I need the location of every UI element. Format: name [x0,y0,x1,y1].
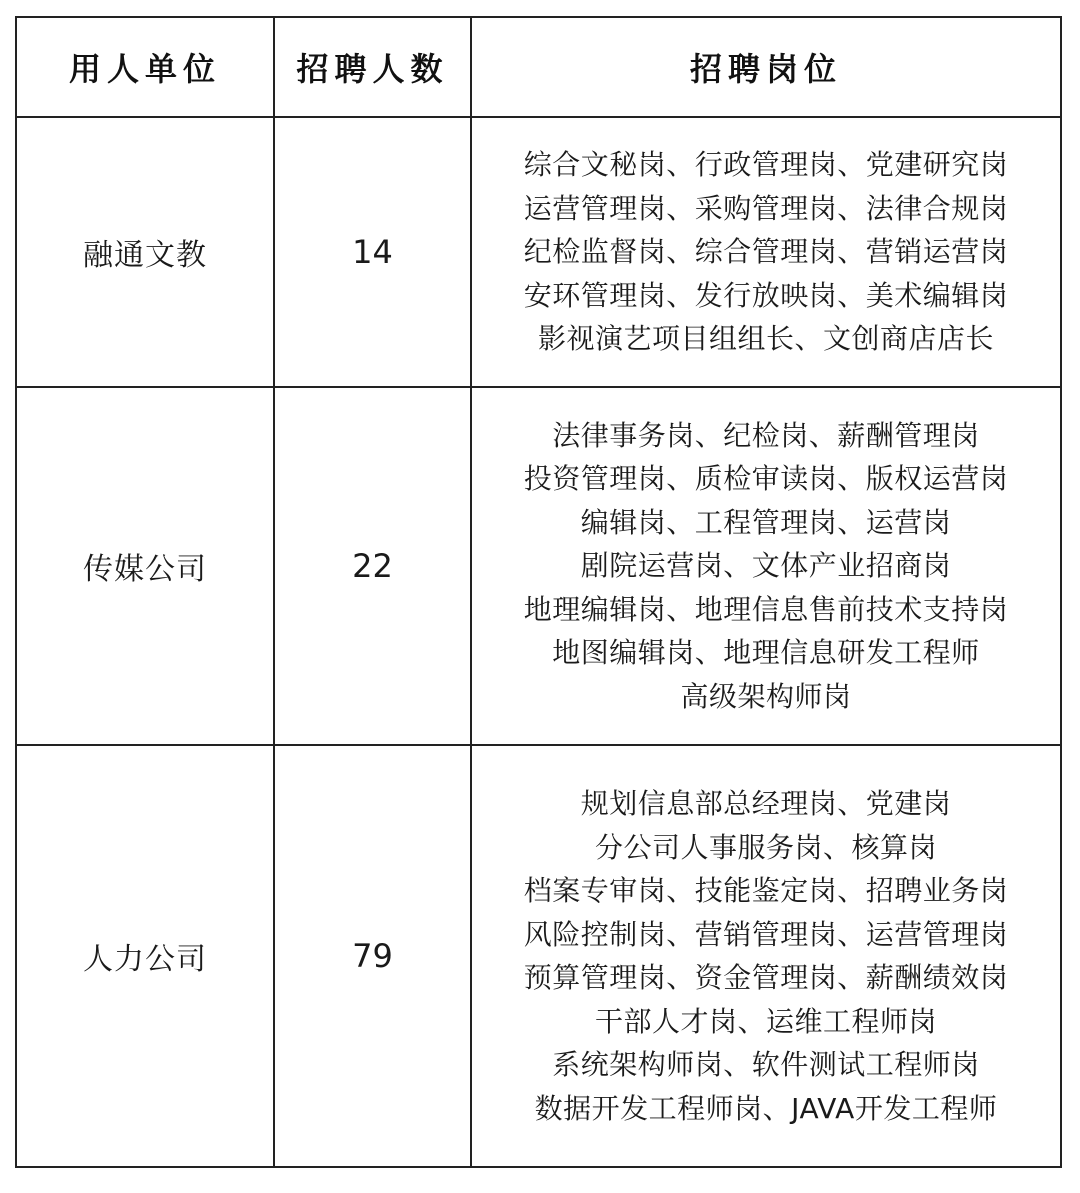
position-line: 数据开发工程师岗、JAVA开发工程师 [534,1091,998,1125]
position-line: 编辑岗、工程管理岗、运营岗 [580,505,952,539]
header-count: 招聘人数 [274,17,471,117]
unit-name: 人力公司 [16,745,274,1167]
table-row [16,745,1061,1167]
position-line: 地图编辑岗、地理信息研发工程师 [552,636,980,670]
position-line: 运营管理岗、采购管理岗、法律合规岗 [523,191,1009,225]
position-line: 地理编辑岗、地理信息售前技术支持岗 [523,592,1009,626]
position-line: 系统架构师岗、软件测试工程师岗 [552,1048,980,1081]
unit-name: 融通文教 [16,117,274,387]
position-list [471,745,1061,1167]
unit-name: 传媒公司 [16,387,274,745]
position-line: 影视演艺项目组组长、文创商店店长 [537,322,994,356]
position-line: 高级架构师岗 [680,679,852,713]
header-unit: 用人单位 [16,17,274,117]
position-line: 综合文秘岗、行政管理岗、党建研究岗 [523,148,1009,182]
hire-count: 14 [274,117,471,387]
position-line: 规划信息部总经理岗、党建岗 [580,787,952,820]
position-line: 安环管理岗、发行放映岗、美术编辑岗 [523,278,1009,312]
hire-count: 22 [274,387,471,745]
position-line: 预算管理岗、资金管理岗、薪酬绩效岗 [523,961,1009,994]
position-line: 风险控制岗、营销管理岗、运营管理岗 [523,917,1009,951]
position-list [471,387,1061,745]
recruitment-table [15,16,1062,1168]
position-line: 干部人才岗、运维工程师岗 [594,1004,937,1038]
hire-count: 79 [274,745,471,1167]
position-line: 分公司人事服务岗、核算岗 [594,830,937,864]
position-list [471,117,1061,387]
position-line: 法律事务岗、纪检岗、薪酬管理岗 [552,418,980,452]
table-row [16,387,1061,745]
position-line: 纪检监督岗、综合管理岗、营销运营岗 [523,235,1009,269]
position-line: 剧院运营岗、文体产业招商岗 [580,549,952,583]
table-row [16,117,1061,387]
position-line: 投资管理岗、质检审读岗、版权运营岗 [523,462,1009,496]
header-row [16,17,1061,117]
position-line: 档案专审岗、技能鉴定岗、招聘业务岗 [523,874,1009,907]
header-positions: 招聘岗位 [471,17,1061,117]
